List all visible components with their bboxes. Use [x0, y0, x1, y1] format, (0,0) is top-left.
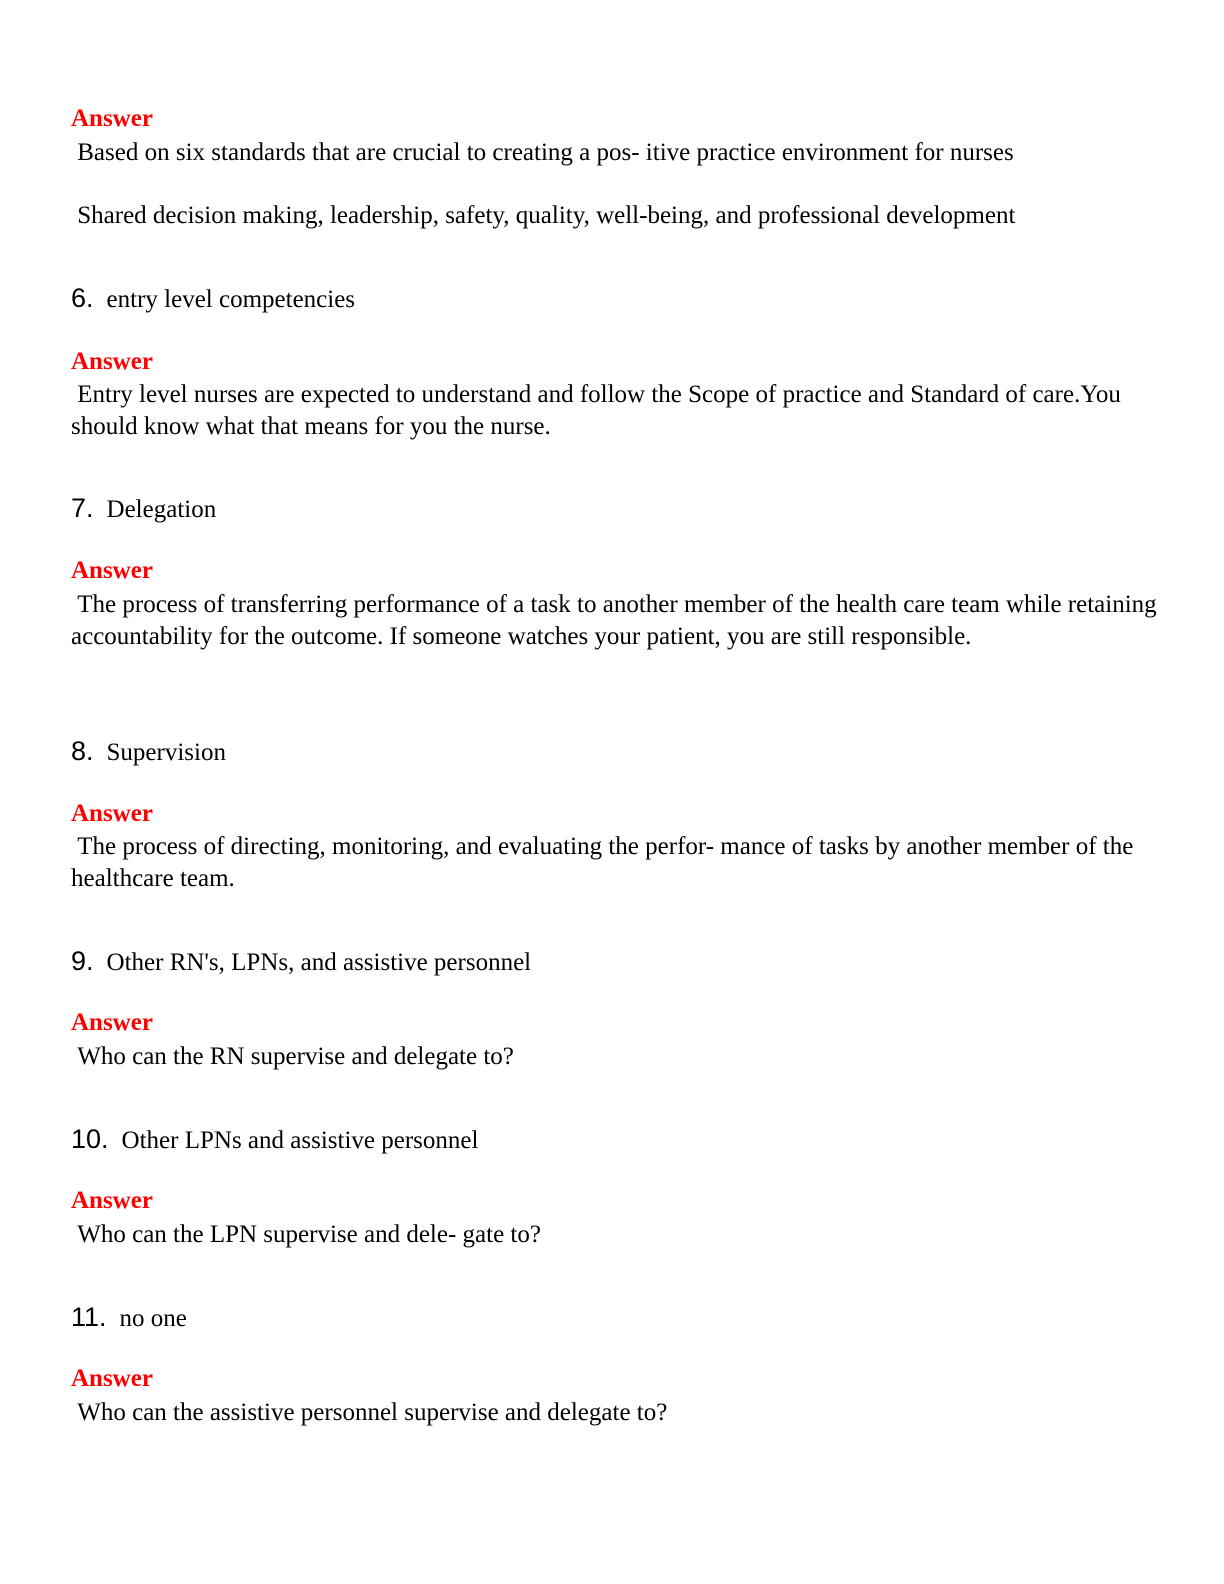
answer-label: Answer: [71, 800, 153, 827]
question-number: 9.: [71, 946, 94, 976]
question-7: [71, 492, 216, 524]
answer-text: The process of directing, monitoring, and evaluating the perfor- mance of tasks by another member of the healthcare team.: [71, 833, 1140, 892]
question-text: entry level competencies: [106, 286, 356, 313]
question-8: [71, 735, 226, 767]
answer-text: Entry level nurses are expected to understand and follow the Scope of practice and Standard of care.You should know what that means for you the nurse.: [71, 381, 1128, 440]
question-number: 10.: [71, 1124, 109, 1154]
answer-label: Answer: [71, 557, 153, 584]
question-number: 7.: [71, 493, 94, 523]
question-text: Other RN's, LPNs, and assistive personnel: [106, 949, 532, 976]
answer-text: Shared decision making, leadership, safety, quality, well-being, and professional development: [71, 202, 1016, 229]
question-10: [71, 1123, 478, 1155]
answer-text: Based on six standards that are crucial to creating a pos- itive practice environment for nurses: [71, 139, 1014, 166]
question-text: no one: [119, 1305, 187, 1332]
answer-label: Answer: [71, 1187, 153, 1214]
answer-label: Answer: [71, 105, 153, 132]
answer-text: Who can the LPN supervise and dele- gate to?: [71, 1221, 541, 1248]
answer-label: Answer: [71, 1009, 153, 1036]
question-number: 8.: [71, 736, 94, 766]
question-11: [71, 1301, 187, 1333]
question-text: Delegation: [106, 496, 217, 523]
answer-text: Who can the assistive personnel supervise and delegate to?: [71, 1399, 668, 1426]
question-number: 6.: [71, 283, 94, 313]
question-text: Supervision: [106, 739, 226, 766]
answer-text: Who can the RN supervise and delegate to?: [71, 1043, 514, 1070]
question-number: 11.: [71, 1302, 107, 1332]
answer-label: Answer: [71, 1365, 153, 1392]
question-9: [71, 945, 531, 977]
answer-label: Answer: [71, 348, 153, 375]
question-text: Other LPNs and assistive personnel: [121, 1127, 479, 1154]
question-6: [71, 282, 355, 314]
answer-text: The process of transferring performance of a task to another member of the health care team while retaining accountability for the outcome. If someone watches your patient, you are still responsible.: [71, 591, 1163, 650]
